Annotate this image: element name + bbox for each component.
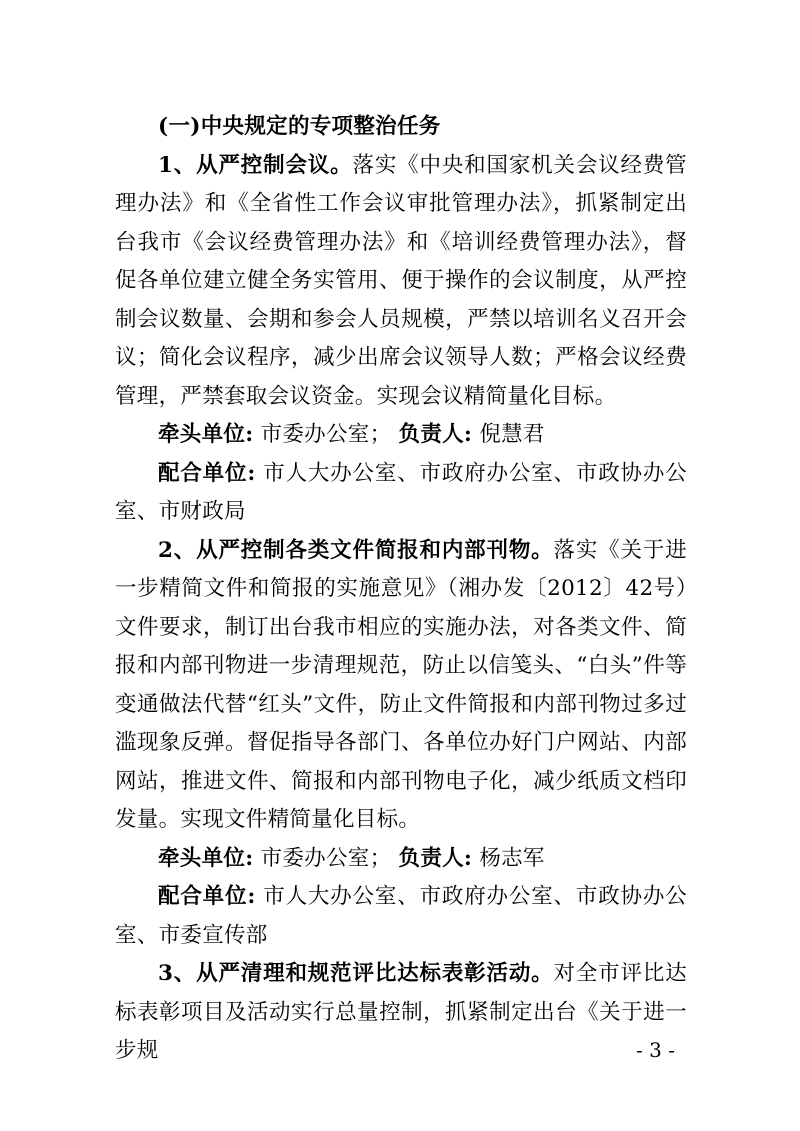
item-1-person-label: 负责人: [398,422,473,447]
item-2-coop-label: 配合单位: [158,884,256,909]
item-2-person-value: 杨志军 [479,845,545,871]
item-2-coop-line [115,878,687,955]
item-1-lead-label: 牵头单位: [158,422,254,447]
item-2-coop-value: 市人大办公室、市政府办公室、市政协办公室、市委宣传部 [115,884,687,948]
item-1-lead-value: 市委办公室； [260,422,392,447]
item-2-title: 2、从严控制各类文件简报和内部刊物。 [158,537,554,563]
item-3-title: 3、从严清理和规范评比达标表彰活动。 [158,961,554,986]
item-2-lead-value: 市委办公室； [260,845,392,871]
section-heading: (一)中央规定的专项整治任务 [158,114,441,139]
item-1-lead-line [115,416,687,455]
item-3-text: 对全市评比达标表彰项目及活动实行总量控制，抓紧制定出台《关于进一步规 [115,961,687,1063]
page-number: - 3 - [636,1038,675,1062]
item-1-text: 落实《中央和国家机关会议经费管理办法》和《全省性工作会议审批管理办法》，抓紧制定出台我市《会议经费管理办法》和《培训经费管理办法》，督促各单位建立健全务实管用、便于操作的会议制度，从严控制会议数量、会期和参会人员规模，严禁以培训名义召开会议；简化会议程序，减少出席会议领导人数；严格会议经费管理，严禁套取会议资金。实现会议精简量化目标。 [115,152,687,409]
item-2-lead-line [115,840,687,879]
item-1-title: 1、从严控制会议。 [158,152,353,178]
document-body [115,108,687,1071]
item-1-coop-line [115,455,687,532]
item-2-paragraph [115,532,687,840]
item-3-paragraph [115,955,687,1071]
item-2-person-label: 负责人: [398,845,473,871]
item-1-person-value: 倪慧君 [479,422,545,447]
item-1-coop-value: 市人大办公室、市政府办公室、市政协办公室、市财政局 [115,460,687,524]
item-2-text: 落实《关于进一步精简文件和简报的实施意见》（湘办发〔2012〕42号）文件要求，制订出台我市相应的实施办法，对各类文件、简报和内部刊物进一步清理规范，防止以信笺头、“白头”件等变通做法代替“红头”文件，防止文件简报和内部刊物过多过滥现象反弹。督促指导各部门、各单位办好门户网站、内部网站，推进文件、简报和内部刊物电子化，减少纸质文档印发量。实现文件精简量化目标。 [115,537,687,832]
item-1-paragraph [115,147,687,417]
item-2-lead-label: 牵头单位: [158,845,254,871]
item-1-coop-label: 配合单位: [158,460,256,486]
